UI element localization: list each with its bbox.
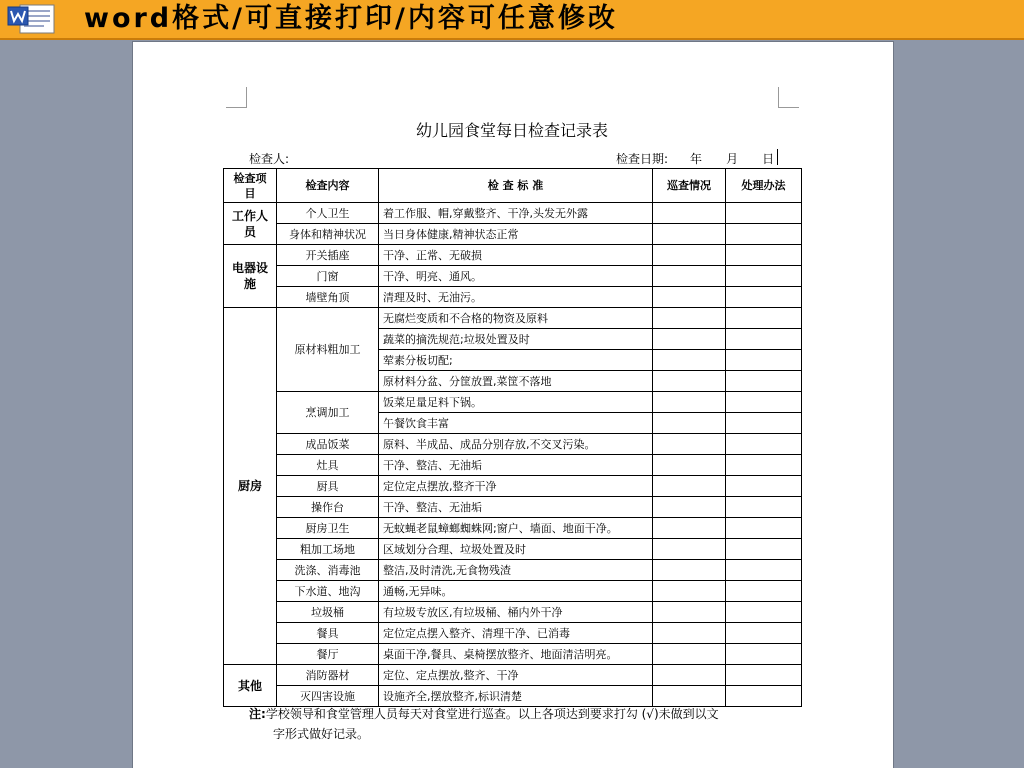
content-cell: 洗涤、消毒池 (277, 560, 379, 581)
content-cell: 个人卫生 (277, 203, 379, 224)
status-cell[interactable] (653, 245, 726, 266)
content-cell: 消防器材 (277, 665, 379, 686)
content-cell: 身体和精神状况 (277, 224, 379, 245)
table-row (224, 518, 802, 539)
banner-text: word格式/可直接打印/内容可任意修改 (84, 3, 618, 34)
table-row (224, 539, 802, 560)
content-cell: 灶具 (277, 455, 379, 476)
date-label: 检查日期: (616, 152, 669, 166)
text-cursor (777, 149, 778, 165)
status-cell[interactable] (653, 392, 726, 413)
table-row (224, 497, 802, 518)
content-cell: 餐具 (277, 623, 379, 644)
date-month: 月 (726, 152, 739, 166)
action-cell[interactable] (726, 560, 802, 581)
content-cell: 操作台 (277, 497, 379, 518)
standard-cell: 干净、整洁、无油垢 (379, 497, 653, 518)
action-cell[interactable] (726, 518, 802, 539)
category-cell: 电器设施 (224, 245, 277, 308)
table-row (224, 308, 802, 329)
action-cell[interactable] (726, 287, 802, 308)
inspection-table (223, 168, 802, 707)
date-day: 日 (762, 152, 775, 166)
standard-cell: 整洁,及时清洗,无食物残渣 (379, 560, 653, 581)
table-row (224, 434, 802, 455)
table-row (224, 287, 802, 308)
status-cell[interactable] (653, 413, 726, 434)
standard-cell: 无腐烂变质和不合格的物资及原料 (379, 308, 653, 329)
action-cell[interactable] (726, 665, 802, 686)
margin-mark-top-right (778, 87, 799, 108)
content-cell: 粗加工场地 (277, 539, 379, 560)
standard-cell: 原料、半成品、成品分别存放,不交叉污染。 (379, 434, 653, 455)
header-standard: 检 查 标 准 (379, 169, 653, 203)
standard-cell: 定位、定点摆放,整齐、干净 (379, 665, 653, 686)
status-cell[interactable] (653, 434, 726, 455)
note-line1: 学校领导和食堂管理人员每天对食堂进行巡查。以上各项达到要求打勾 (√)未做到以文 (265, 707, 719, 721)
standard-cell: 干净、明亮、通风。 (379, 266, 653, 287)
standard-cell: 通畅,无异味。 (379, 581, 653, 602)
standard-cell: 荤素分板切配; (379, 350, 653, 371)
header-category: 检查项目 (224, 169, 277, 203)
content-cell: 下水道、地沟 (277, 581, 379, 602)
word-document-icon (6, 4, 68, 34)
note-line2: 字形式做好记录。 (273, 727, 370, 741)
action-cell[interactable] (726, 350, 802, 371)
table-row (224, 476, 802, 497)
status-cell[interactable] (653, 203, 726, 224)
status-cell[interactable] (653, 644, 726, 665)
status-cell[interactable] (653, 497, 726, 518)
action-cell[interactable] (726, 392, 802, 413)
action-cell[interactable] (726, 308, 802, 329)
content-cell: 成品饭菜 (277, 434, 379, 455)
table-row (224, 392, 802, 413)
table-header-row (224, 169, 802, 203)
top-banner (0, 0, 1024, 40)
standard-cell: 定位定点摆放,整齐干净 (379, 476, 653, 497)
margin-mark-top-left (226, 87, 247, 108)
table-row (224, 623, 802, 644)
content-cell: 门窗 (277, 266, 379, 287)
note-label: 注: (249, 707, 266, 721)
status-cell[interactable] (653, 665, 726, 686)
status-cell[interactable] (653, 581, 726, 602)
action-cell[interactable] (726, 371, 802, 392)
content-cell: 灭四害设施 (277, 686, 379, 707)
header-action: 处理办法 (726, 169, 802, 203)
action-cell[interactable] (726, 413, 802, 434)
status-cell[interactable] (653, 518, 726, 539)
content-cell: 烹调加工 (277, 392, 379, 434)
action-cell[interactable] (726, 497, 802, 518)
action-cell[interactable] (726, 266, 802, 287)
standard-cell: 有垃圾专放区,有垃圾桶、桶内外干净 (379, 602, 653, 623)
standard-cell: 干净、整洁、无油垢 (379, 455, 653, 476)
action-cell[interactable] (726, 581, 802, 602)
standard-cell: 午餐饮食丰富 (379, 413, 653, 434)
action-cell[interactable] (726, 203, 802, 224)
action-cell[interactable] (726, 224, 802, 245)
header-content: 检查内容 (277, 169, 379, 203)
content-cell: 厨具 (277, 476, 379, 497)
action-cell[interactable] (726, 245, 802, 266)
standard-cell: 清理及时、无油污。 (379, 287, 653, 308)
standard-cell: 无蚊蝇老鼠蟑螂蜘蛛网;窗户、墙面、地面干净。 (379, 518, 653, 539)
status-cell[interactable] (653, 224, 726, 245)
status-cell[interactable] (653, 308, 726, 329)
action-cell[interactable] (726, 329, 802, 350)
action-cell[interactable] (726, 644, 802, 665)
content-cell: 墙壁角顶 (277, 287, 379, 308)
standard-cell: 蔬菜的摘洗规范;垃圾处置及时 (379, 329, 653, 350)
header-status: 巡查情况 (653, 169, 726, 203)
category-cell: 其他 (224, 665, 277, 707)
standard-cell: 着工作服、帽,穿戴整齐、干净,头发无外露 (379, 203, 653, 224)
standard-cell: 桌面干净,餐具、桌椅摆放整齐、地面清洁明亮。 (379, 644, 653, 665)
standard-cell: 干净、正常、无破损 (379, 245, 653, 266)
standard-cell: 饭菜足量足料下锅。 (379, 392, 653, 413)
table-row (224, 224, 802, 245)
action-cell[interactable] (726, 434, 802, 455)
footnote (249, 704, 797, 744)
standard-cell: 当日身体健康,精神状态正常 (379, 224, 653, 245)
status-cell[interactable] (653, 455, 726, 476)
status-cell[interactable] (653, 560, 726, 581)
status-cell[interactable] (653, 476, 726, 497)
content-cell: 垃圾桶 (277, 602, 379, 623)
table-row (224, 560, 802, 581)
status-cell[interactable] (653, 623, 726, 644)
category-cell: 厨房 (224, 308, 277, 665)
status-cell[interactable] (653, 287, 726, 308)
table-row (224, 455, 802, 476)
table-row (224, 644, 802, 665)
inspection-date-line (616, 150, 774, 167)
status-cell[interactable] (653, 602, 726, 623)
action-cell[interactable] (726, 455, 802, 476)
status-cell[interactable] (653, 350, 726, 371)
action-cell[interactable] (726, 602, 802, 623)
status-cell[interactable] (653, 329, 726, 350)
content-cell: 餐厅 (277, 644, 379, 665)
document-title: 幼儿园食堂每日检查记录表 (415, 121, 608, 140)
table-row (224, 665, 802, 686)
date-year: 年 (690, 152, 703, 166)
status-cell[interactable] (653, 371, 726, 392)
standard-cell: 定位定点摆入整齐、清理干净、已消毒 (379, 623, 653, 644)
table-row (224, 602, 802, 623)
inspector-label: 检查人: (249, 152, 290, 166)
status-cell[interactable] (653, 539, 726, 560)
action-cell[interactable] (726, 623, 802, 644)
action-cell[interactable] (726, 476, 802, 497)
table-row (224, 203, 802, 224)
standard-cell: 原材料分盆、分筐放置,菜筐不落地 (379, 371, 653, 392)
content-cell: 厨房卫生 (277, 518, 379, 539)
standard-cell: 设施齐全,摆放整齐,标识清楚 (379, 686, 653, 707)
content-cell: 开关插座 (277, 245, 379, 266)
table-row (224, 266, 802, 287)
table-row (224, 581, 802, 602)
standard-cell: 区域划分合理、垃圾处置及时 (379, 539, 653, 560)
table-body (224, 203, 802, 707)
category-cell: 工作人员 (224, 203, 277, 245)
table-row (224, 245, 802, 266)
content-cell: 原材料粗加工 (277, 308, 379, 392)
action-cell[interactable] (726, 539, 802, 560)
status-cell[interactable] (653, 266, 726, 287)
